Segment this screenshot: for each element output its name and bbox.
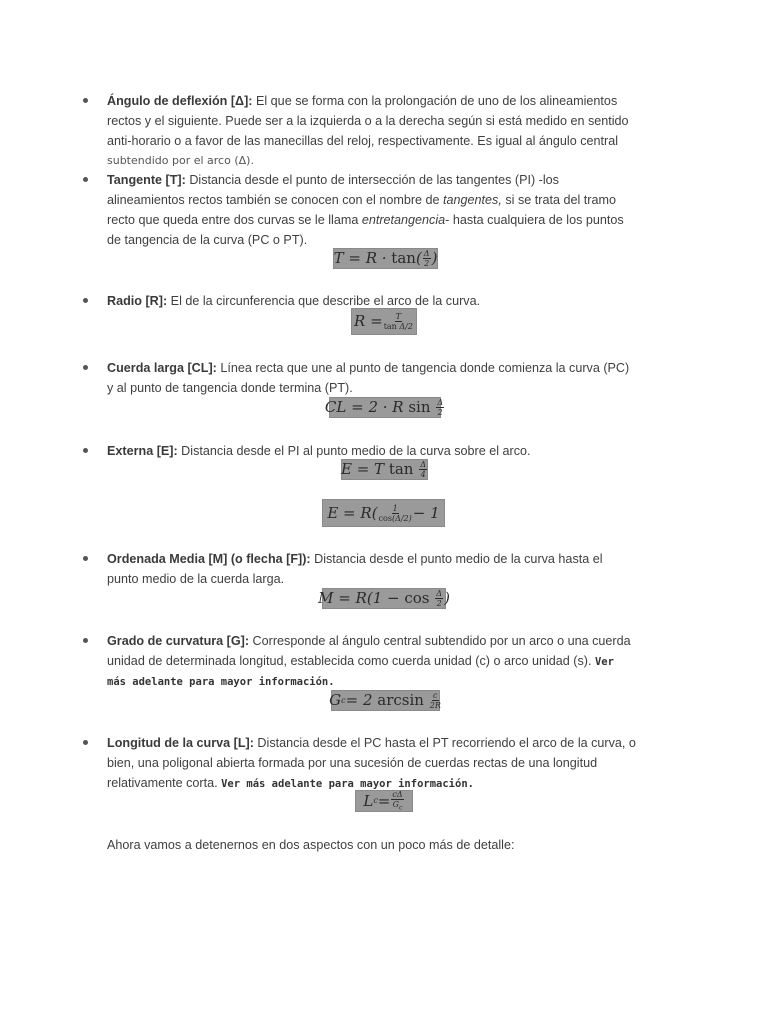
bullet — [83, 177, 88, 182]
see-more-note: Ver — [594, 656, 614, 668]
formula-externa-1: E = T tan $\frac{\Delta}{4}$ — [340, 460, 427, 479]
definition-cuerda-larga — [107, 358, 667, 398]
term-label: Tangente [T]: — [107, 173, 186, 187]
definition-externa — [107, 441, 667, 461]
definition-text: bien, una poligonal abierta formada por una sucesión de cuerdas rectas de una longitud — [107, 756, 598, 770]
definition-tangente — [107, 170, 667, 250]
term-label: Cuerda larga [CL]: — [107, 361, 217, 375]
definition-ordenada-media — [107, 549, 667, 589]
term-label: Ángulo de deflexión [Δ]: — [107, 94, 253, 108]
term-label: Radio [R]: — [107, 294, 168, 308]
definition-text: Línea recta que une al punto de tangencia donde comienza la curva (PC) — [216, 361, 630, 375]
closing-paragraph: Ahora vamos a detenernos en dos aspectos con un poco más de detalle: — [107, 838, 515, 852]
bullet — [83, 365, 88, 370]
bullet — [83, 556, 88, 561]
definition-text: El que se forma con la prolongación de uno de los alineamientos — [252, 94, 618, 108]
term-label: Grado de curvatura [G]: — [107, 634, 250, 648]
definition-text: El de la circunferencia que describe el arco de la curva. — [167, 294, 481, 308]
bullet — [83, 298, 88, 303]
definition-text: rectos y el siguiente. Puede ser a la izquierda o a la derecha según si está medido en sentido — [107, 114, 629, 128]
formula-tangente: T = R · tan ( $\frac{\Delta}{2}$ ) — [333, 249, 438, 268]
emphasis-text: entretangencia — [361, 213, 446, 227]
formula-cuerda-larga: CL = 2 · R sin $\frac{\Delta}{2}$ — [324, 398, 444, 417]
term-label: Externa [E]: — [107, 444, 178, 458]
bullet — [83, 448, 88, 453]
definition-text: de tangencia de la curva (PC o PT). — [107, 233, 308, 247]
definition-text: Distancia desde el punto medio de la curva hasta el — [310, 552, 603, 566]
definition-text: punto medio de la cuerda larga. — [107, 572, 285, 586]
term-label: Longitud de la curva [L]: — [107, 736, 254, 750]
bullet — [83, 638, 88, 643]
see-more-note: más adelante para mayor información. — [107, 676, 335, 688]
formula-grado-curvatura: G c = 2 arcsin $\frac{c}{2R}$ — [329, 691, 441, 710]
definition-angulo-deflexion — [107, 91, 667, 171]
formula-externa-2: E = R( $\frac{1}{\cos(\Delta/2)}$ − 1 — [322, 499, 445, 527]
definition-text: unidad de determinada longitud, establecida como cuerda unidad (c) o arco unidad (s). — [107, 654, 595, 668]
definition-grado-curvatura — [107, 631, 667, 692]
formula-longitud-curva: L c = $\frac{c\Delta}{G_c}$ — [355, 790, 413, 812]
see-more-note: Ver más adelante para mayor información. — [221, 778, 474, 790]
definition-text: Distancia desde el punto de intersección de las tangentes (PI) -los — [185, 173, 559, 187]
definition-longitud-curva — [107, 733, 667, 794]
definition-text: Distancia desde el PC hasta el PT recorriendo el arco de la curva, o — [253, 736, 636, 750]
formula-ordenada-media: M = R(1 − cos $\frac{\Delta}{2}$ ) — [318, 589, 450, 608]
definition-text: recto que queda entre dos curvas se le llama — [107, 213, 362, 227]
formula-radio: R = $\frac{T}{\text{tan Δ/2}}$ — [351, 308, 417, 335]
definition-text: relativamente corta. — [107, 776, 222, 790]
definition-text: y al punto de tangencia donde termina (PT). — [107, 381, 353, 395]
definition-text: si se trata del tramo — [501, 193, 616, 207]
definition-text: anti-horario o a favor de las manecillas del reloj, respectivamente. Es igual al ángulo central — [107, 134, 619, 148]
definition-text: alineamientos rectos también se conocen con el nombre de — [107, 193, 444, 207]
definition-text: - hasta cualquiera de los puntos — [445, 213, 624, 227]
definition-text: Corresponde al ángulo central subtendido por un arco o una cuerda — [249, 634, 631, 648]
definition-text: Distancia desde el PI al punto medio de la curva sobre el arco. — [177, 444, 531, 458]
definition-text: subtendido por el arco (Δ). — [107, 154, 254, 167]
emphasis-text: tangentes, — [443, 193, 502, 207]
term-label: Ordenada Media [M] (o flecha [F]): — [107, 552, 311, 566]
bullet — [83, 98, 88, 103]
bullet — [83, 740, 88, 745]
